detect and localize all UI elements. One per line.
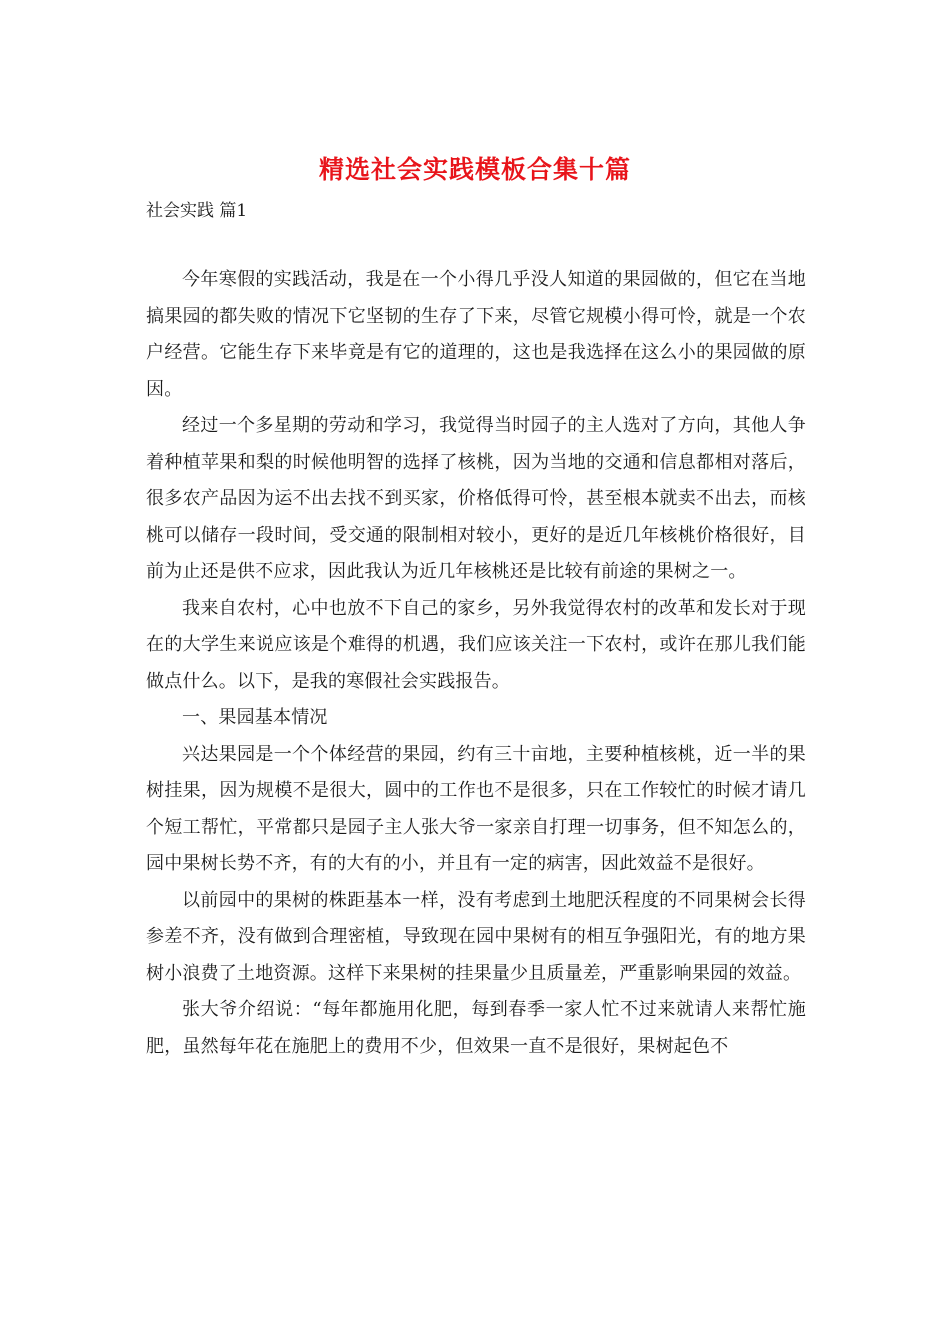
body-text	[146, 262, 806, 1065]
paragraph: 我来自农村，心中也放不下自己的家乡，另外我觉得农村的改革和发长对于现在的大学生来说应该是个难得的机遇，我们应该关注一下农村，或许在那儿我们能做点什么。以下，是我的寒假社会实践报告。	[146, 597, 806, 692]
paragraph: 张大爷介绍说：“每年都施用化肥，每到春季一家人忙不过来就请人来帮忙施肥，虽然每年花在施肥上的费用不少，但效果一直不是很好，果树起色不	[146, 999, 806, 1057]
section-heading: 社会实践 篇1	[146, 201, 248, 221]
paragraph: 今年寒假的实践活动，我是在一个小得几乎没人知道的果园做的，但它在当地搞果园的都失败的情况下它坚韧的生存了下来，尽管它规模小得可怜，就是一个农户经营。它能生存下来毕竟是有它的道理的，这也是我选择在这么小的果园做的原因。	[146, 269, 806, 400]
document-title: 精选社会实践模板合集十篇	[318, 155, 631, 184]
paragraph: 兴达果园是一个个体经营的果园，约有三十亩地，主要种植核桃，近一半的果树挂果，因为规模不是很大，圆中的工作也不是很多，只在工作较忙的时候才请几个短工帮忙，平常都只是园子主人张大爷一家亲自打理一切事务，但不知怎么的，园中果树长势不齐，有的大有的小，并且有一定的病害，因此效益不是很好。	[146, 743, 806, 874]
paragraph: 经过一个多星期的劳动和学习，我觉得当时园子的主人选对了方向，其他人争着种植苹果和梨的时候他明智的选择了核桃，因为当地的交通和信息都相对落后，很多农产品因为运不出去找不到买家，价格低得可怜，甚至根本就卖不出去，而核桃可以储存一段时间，受交通的限制相对较小，更好的是近几年核桃价格很好，目前为止还是供不应求，因此我认为近几年核桃还是比较有前途的果树之一。	[146, 415, 806, 582]
subsection-heading: 一、果园基本情况	[182, 707, 328, 728]
paragraph: 以前园中的果树的株距基本一样，没有考虑到土地肥沃程度的不同果树会长得参差不齐，没有做到合理密植，导致现在园中果树有的相互争强阳光，有的地方果树小浪费了土地资源。这样下来果树的挂果量少且质量差，严重影响果园的效益。	[146, 889, 806, 984]
